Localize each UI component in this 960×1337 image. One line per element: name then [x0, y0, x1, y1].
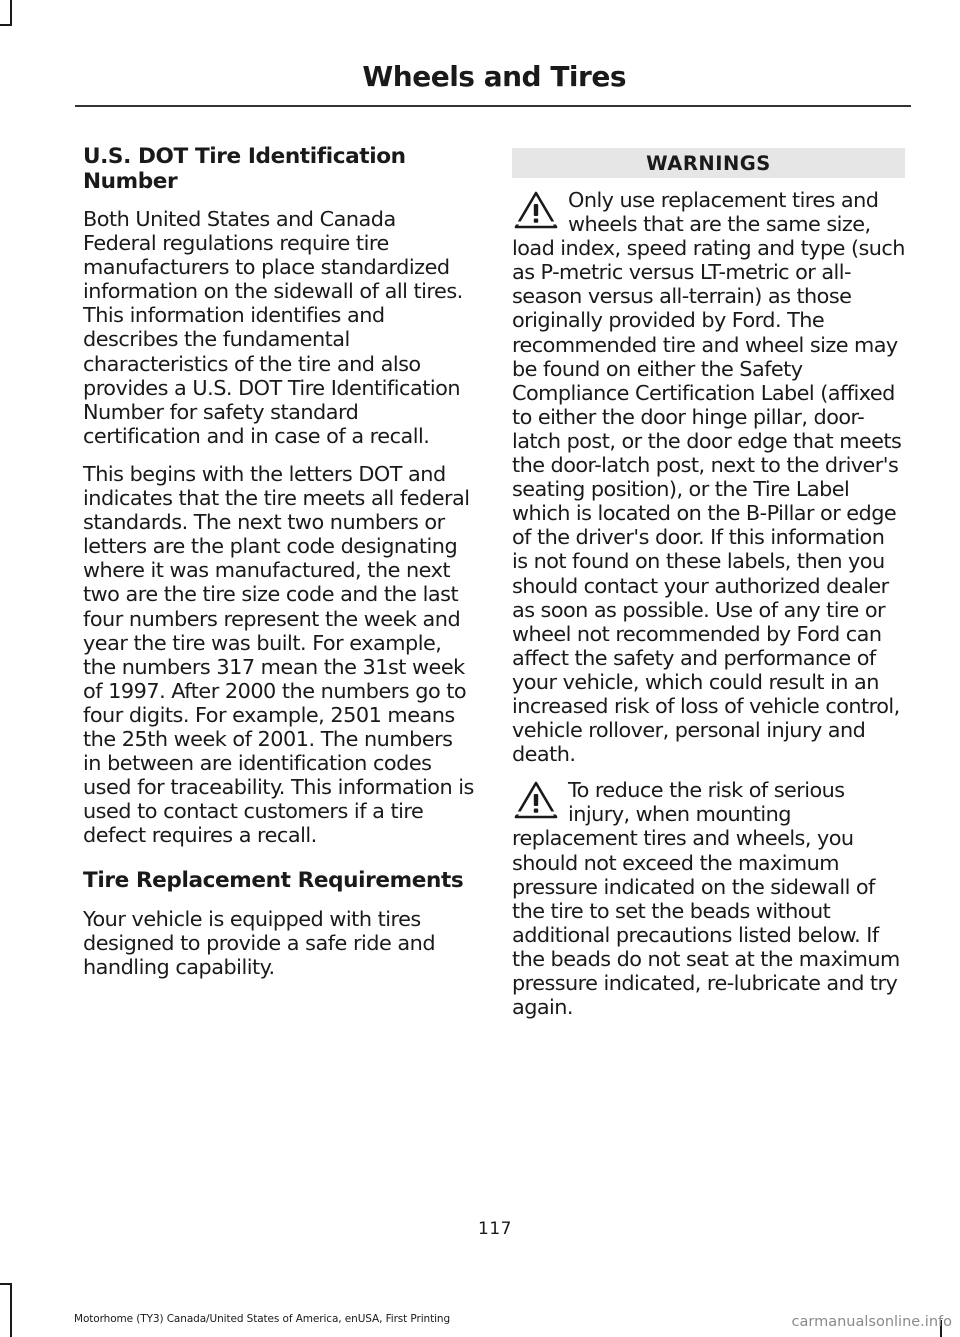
left-column — [83, 145, 475, 993]
warning-item — [512, 188, 905, 766]
warning-item — [512, 778, 905, 1019]
paragraph: Your vehicle is equipped with tires designed to provide a safe ride and handling capability. — [83, 906, 436, 980]
footer-doc-info: Motorhome (TY3) Canada/United States of America, enUSA, First Printing — [74, 1313, 451, 1325]
paragraph: This begins with the letters DOT and indicates that the tire meets all federal standards. The next two numbers or letters are the plant code designating where it was manufactured, the next two are the tire size code and the last four numbers represent the week and year the tire was built. For example, the numbers 317 mean the 31st week of 1997. After 2000 the numbers go to four digits. For example, 2501 means the 25th week of 2001. The numbers in between are identification codes used for traceability. This information is used to contact customers if a tire defect requires a recall. — [83, 461, 474, 848]
section-heading-dot-id: U.S. DOT Tire Identification Number — [83, 144, 406, 194]
crop-mark — [0, 1283, 12, 1285]
warning-triangle-icon — [512, 780, 560, 820]
warning-text: Only use replacement tires and wheels that are the same size, load index, speed rating and type (such as P-metric versus LT-metric or all-season versus all-terrain) as those originally provided by Ford. The recommended tire and wheel size may be found on either the Safety Compliance Certification Label (affixed to either the door hinge pillar, door-latch post, or the door edge that meets the door-latch post, next to the driver's seating position), or the Tire Label which is located on the B-Pillar or edge of the driver's door. If this information is not found on these labels, then you should contact your authorized dealer as soon as possible. Use of any tire or wheel not recommended by Ford can affect the safety and performance of your vehicle, which could result in an increased risk of loss of vehicle control, vehicle rollover, personal injury and death. — [512, 188, 905, 767]
crop-mark — [0, 24, 12, 26]
crop-mark — [10, 1283, 12, 1337]
warnings-header: WARNINGS — [512, 148, 905, 178]
paragraph: Both United States and Canada Federal regulations require tire manufacturers to place standardized information on the sidewall of all tires. This information identifies and describes the fundamental characteristics of the tire and also provides a U.S. DOT Tire Identification Number for safety standard certification and in case of a recall. — [83, 207, 463, 448]
warning-text: To reduce the risk of serious injury, when mounting replacement tires and wheels, you should not exceed the maximum pressure indicated on the sidewall of the tire to set the beads without additional precautions listed below. If the beads do not seat at the maximum pressure indicated, re-lubricate and try again. — [512, 778, 900, 1020]
section-heading-tire-replacement: Tire Replacement Requirements — [83, 868, 464, 894]
watermark: carmanualsonline.info — [791, 1314, 952, 1330]
right-column — [512, 148, 905, 1031]
page-number: 117 — [478, 1219, 512, 1239]
crop-mark — [10, 0, 12, 26]
page-title: Wheels and Tires — [362, 60, 626, 93]
header-rule — [75, 105, 911, 107]
warning-triangle-icon — [512, 190, 560, 230]
